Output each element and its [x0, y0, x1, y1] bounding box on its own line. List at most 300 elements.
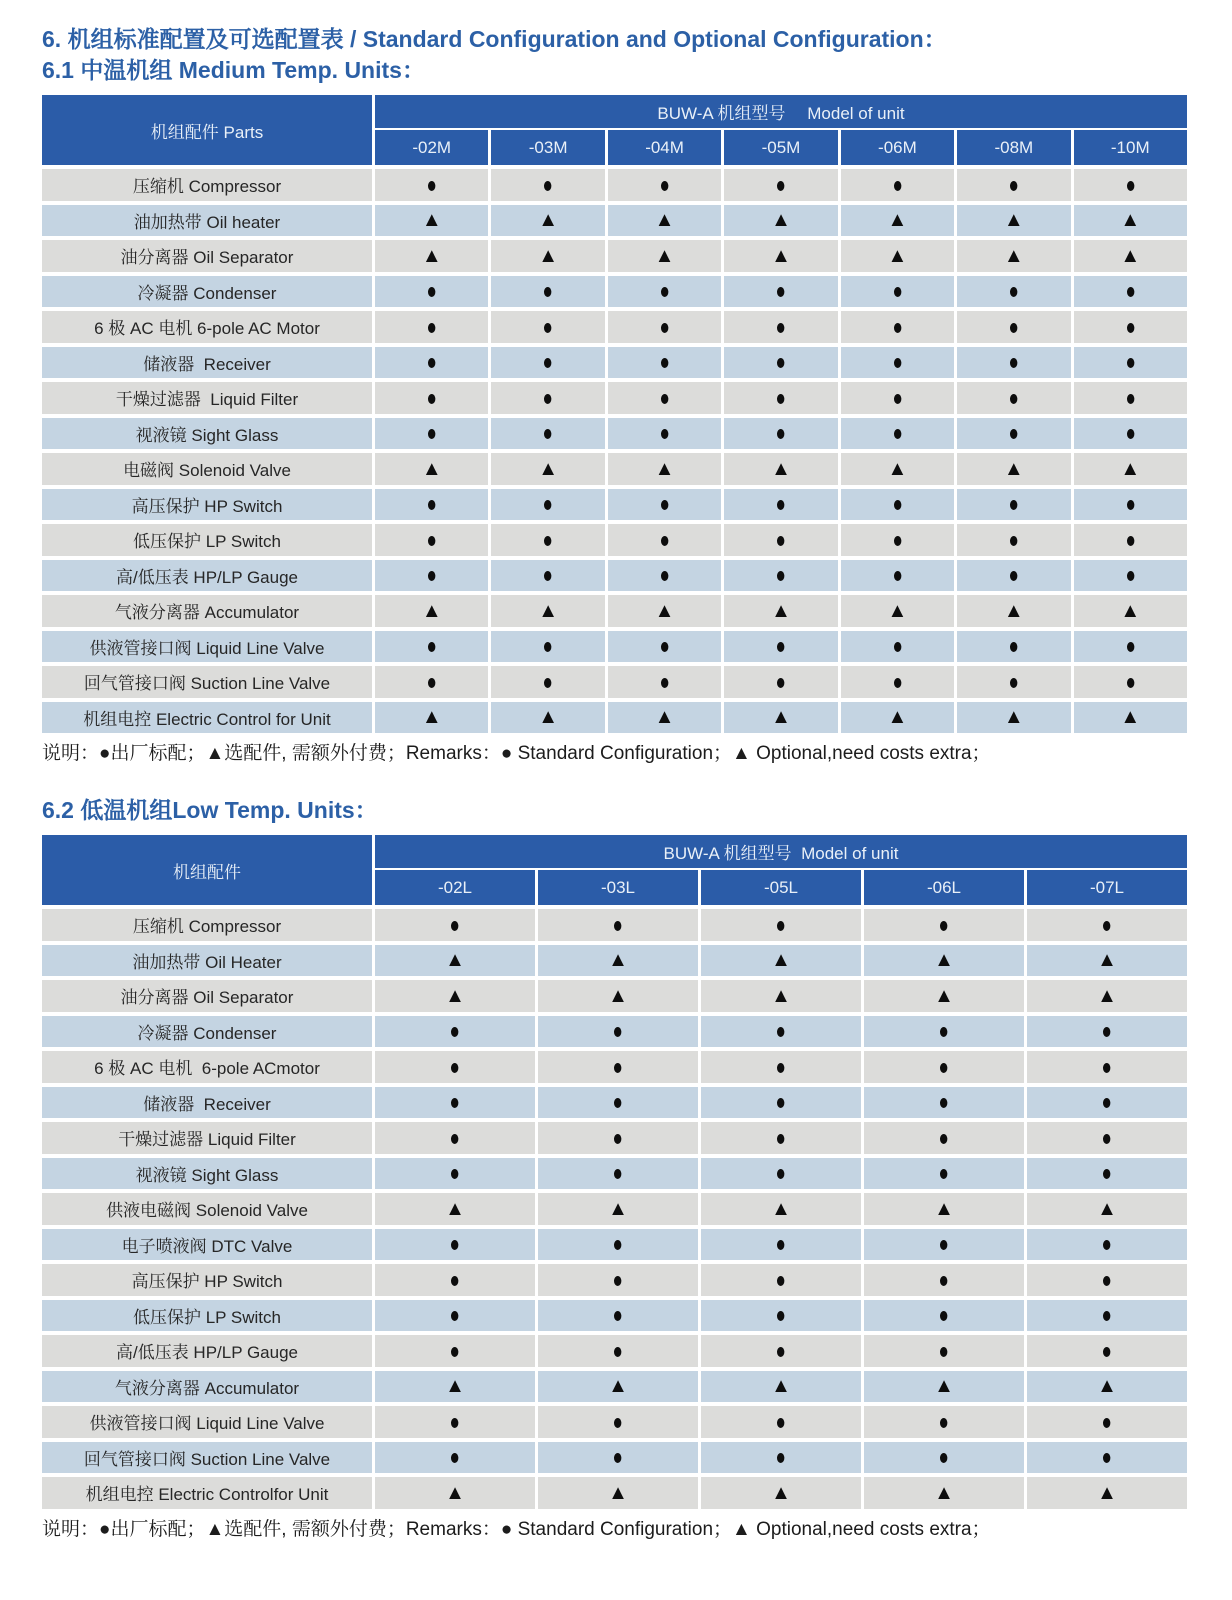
- optional-config-icon: ▲: [1120, 457, 1141, 480]
- medium-temp-config-table: [42, 95, 1187, 733]
- model-header-group: [372, 835, 1187, 905]
- model-columns: [375, 870, 1187, 905]
- config-cell: [1071, 240, 1187, 272]
- config-cell: [535, 909, 698, 941]
- table-row: [42, 453, 1187, 485]
- standard-config-icon: ●: [1125, 419, 1136, 446]
- standard-config-icon: ●: [612, 1124, 624, 1151]
- config-cell: [605, 382, 721, 414]
- standard-config-icon: ●: [938, 1088, 950, 1115]
- optional-config-icon: ▲: [1003, 209, 1024, 232]
- config-cell: [372, 1406, 535, 1438]
- part-label: 储液器 Receiver: [143, 1094, 271, 1114]
- config-cell: [372, 1051, 535, 1083]
- config-cell: [861, 1087, 1024, 1119]
- standard-config-icon: ●: [449, 1053, 461, 1080]
- model-column-header-03m: -03M: [488, 130, 604, 165]
- optional-config-icon: ▲: [771, 706, 791, 729]
- config-cell: [372, 1442, 535, 1474]
- model-columns: [375, 130, 1187, 165]
- table-row: [42, 276, 1187, 308]
- config-cell: [1024, 1264, 1187, 1296]
- config-cell: [721, 489, 837, 521]
- config-cell: [535, 1442, 698, 1474]
- optional-config-icon: ▲: [934, 949, 954, 972]
- config-cell: [838, 524, 954, 556]
- config-cell: [838, 489, 954, 521]
- config-cell: [1024, 1122, 1187, 1154]
- part-label: 视液镜 Sight Glass: [135, 425, 279, 445]
- optional-config-icon: ▲: [445, 1375, 465, 1398]
- config-cell: [372, 453, 488, 485]
- config-cell: [721, 418, 837, 450]
- table-row: [42, 702, 1187, 734]
- model-column-header-05l: -05L: [698, 870, 861, 905]
- config-cell: [721, 382, 837, 414]
- standard-config-icon: ●: [775, 171, 787, 198]
- standard-config-icon: ●: [659, 171, 670, 198]
- config-cell: [1071, 524, 1187, 556]
- config-cell: [698, 909, 861, 941]
- optional-config-icon: ▲: [887, 706, 908, 729]
- config-cell: [488, 666, 604, 698]
- optional-config-icon: ▲: [1003, 244, 1024, 267]
- config-cell: [861, 1122, 1024, 1154]
- optional-config-icon: ▲: [887, 457, 908, 480]
- config-cell: [954, 169, 1070, 201]
- optional-config-icon: ▲: [1003, 706, 1024, 729]
- part-label: 油加热带 Oil heater: [133, 212, 281, 232]
- standard-config-icon: ●: [938, 1053, 950, 1080]
- config-cell: [861, 1335, 1024, 1367]
- optional-config-icon: ▲: [771, 457, 791, 480]
- config-cell: [698, 1442, 861, 1474]
- standard-config-icon: ●: [542, 526, 554, 553]
- config-cell: [1024, 909, 1187, 941]
- config-cell: [861, 1264, 1024, 1296]
- part-label: 供液管接口阀 Liquid Line Valve: [89, 1414, 325, 1434]
- standard-config-icon: ●: [612, 1301, 624, 1328]
- config-cell: [535, 1300, 698, 1332]
- standard-config-icon: ●: [426, 313, 437, 340]
- optional-config-icon: ▲: [445, 984, 465, 1007]
- standard-config-icon: ●: [892, 526, 903, 553]
- page-title: [42, 24, 1187, 86]
- optional-config-icon: ▲: [445, 1197, 465, 1220]
- config-cell: [488, 240, 604, 272]
- table-row: [42, 1335, 1187, 1367]
- config-cell: [372, 169, 488, 201]
- config-cell: [605, 276, 721, 308]
- standard-config-icon: ●: [775, 911, 787, 938]
- config-cell: [488, 169, 604, 201]
- standard-config-icon: ●: [1101, 1443, 1113, 1470]
- standard-config-icon: ●: [542, 171, 554, 198]
- optional-config-icon: ▲: [887, 209, 908, 232]
- config-cell: [698, 1477, 861, 1509]
- config-cell: [698, 1335, 861, 1367]
- standard-config-icon: ●: [938, 1124, 950, 1151]
- optional-config-icon: ▲: [1120, 706, 1141, 729]
- model-column-header-02m: -02M: [375, 130, 488, 165]
- standard-config-icon: ●: [938, 1159, 950, 1186]
- config-cell: [1024, 1477, 1187, 1509]
- config-cell: [698, 1229, 861, 1261]
- optional-config-icon: ▲: [771, 209, 791, 232]
- optional-config-icon: ▲: [934, 984, 954, 1007]
- parts-column-header: 机组配件: [42, 835, 372, 905]
- standard-config-icon: ●: [449, 1443, 461, 1470]
- config-cell: [1024, 1442, 1187, 1474]
- table-row: [42, 666, 1187, 698]
- model-column-header-10m: -10M: [1071, 130, 1187, 165]
- table-row: [42, 909, 1187, 941]
- config-cell: [721, 560, 837, 592]
- config-cell: [1024, 1371, 1187, 1403]
- standard-config-icon: ●: [612, 1266, 624, 1293]
- standard-config-icon: ●: [1101, 1159, 1113, 1186]
- config-cell: [372, 1193, 535, 1225]
- config-cell: [605, 418, 721, 450]
- config-cell: [488, 311, 604, 343]
- config-cell: [698, 1087, 861, 1119]
- standard-config-icon: ●: [1101, 1230, 1113, 1257]
- config-cell: [1024, 1406, 1187, 1438]
- config-cell: [535, 945, 698, 977]
- standard-config-icon: ●: [938, 1301, 950, 1328]
- config-cell: [372, 1335, 535, 1367]
- config-cell: [488, 489, 604, 521]
- model-group-header: BUW-A 机组型号 Model of unit: [375, 95, 1187, 130]
- standard-config-icon: ●: [612, 1230, 624, 1257]
- part-label: 低压保护 LP Switch: [132, 532, 281, 552]
- standard-config-icon: ●: [1125, 348, 1136, 375]
- model-column-header-04m: -04M: [605, 130, 721, 165]
- config-cell: [861, 1406, 1024, 1438]
- config-cell: [1024, 1051, 1187, 1083]
- standard-config-icon: ●: [426, 632, 437, 659]
- optional-config-icon: ▲: [934, 1197, 954, 1220]
- config-cell: [954, 453, 1070, 485]
- model-column-header-08m: -08M: [954, 130, 1070, 165]
- table-row: [42, 1442, 1187, 1474]
- standard-config-icon: ●: [1101, 1337, 1113, 1364]
- standard-config-icon: ●: [426, 277, 437, 304]
- standard-config-icon: ●: [449, 1266, 461, 1293]
- config-cell: [721, 595, 837, 627]
- config-cell: [1071, 169, 1187, 201]
- config-cell: [535, 1087, 698, 1119]
- config-cell: [861, 1477, 1024, 1509]
- standard-config-icon: ●: [1101, 1266, 1113, 1293]
- standard-config-icon: ●: [1008, 561, 1020, 588]
- table-header: [42, 835, 1187, 905]
- config-cell: [372, 1371, 535, 1403]
- config-cell: [488, 595, 604, 627]
- standard-config-icon: ●: [612, 1408, 624, 1435]
- table-row: [42, 1087, 1187, 1119]
- standard-config-icon: ●: [449, 1159, 461, 1186]
- config-cell: [721, 276, 837, 308]
- config-cell: [954, 489, 1070, 521]
- config-cell: [372, 276, 488, 308]
- config-cell: [838, 702, 954, 734]
- standard-config-icon: ●: [775, 1301, 787, 1328]
- standard-config-icon: ●: [892, 171, 903, 198]
- standard-config-icon: ●: [449, 1088, 461, 1115]
- optional-config-icon: ▲: [421, 706, 442, 729]
- standard-config-icon: ●: [775, 277, 787, 304]
- config-cell: [535, 1193, 698, 1225]
- standard-config-icon: ●: [542, 668, 554, 695]
- optional-config-icon: ▲: [608, 984, 628, 1007]
- optional-config-icon: ▲: [654, 706, 675, 729]
- legend-table2: 说明：●出厂标配；▲选配件, 需额外付费；Remarks：● Standard Configuration；▲ Optional,need costs extra；: [42, 1518, 991, 1540]
- optional-config-icon: ▲: [887, 244, 908, 267]
- optional-config-icon: ▲: [771, 949, 791, 972]
- standard-config-icon: ●: [1008, 490, 1020, 517]
- standard-config-icon: ●: [775, 1443, 787, 1470]
- standard-config-icon: ●: [1008, 419, 1020, 446]
- optional-config-icon: ▲: [608, 1375, 628, 1398]
- optional-config-icon: ▲: [934, 1375, 954, 1398]
- standard-config-icon: ●: [1101, 1408, 1113, 1435]
- standard-config-icon: ●: [426, 490, 437, 517]
- standard-config-icon: ●: [775, 1266, 787, 1293]
- config-cell: [838, 382, 954, 414]
- part-label: 供液管接口阀 Liquid Line Valve: [89, 638, 325, 658]
- model-column-header-07l: -07L: [1024, 870, 1187, 905]
- standard-config-icon: ●: [1125, 632, 1136, 659]
- config-cell: [698, 1264, 861, 1296]
- config-cell: [838, 347, 954, 379]
- optional-config-icon: ▲: [1120, 599, 1141, 622]
- optional-config-icon: ▲: [1097, 1197, 1117, 1220]
- config-cell: [698, 945, 861, 977]
- standard-config-icon: ●: [542, 384, 554, 411]
- table-row: [42, 595, 1187, 627]
- table-row: [42, 205, 1187, 237]
- optional-config-icon: ▲: [1097, 949, 1117, 972]
- config-cell: [1071, 347, 1187, 379]
- part-label: 油分离器 Oil Separator: [120, 988, 294, 1008]
- standard-config-icon: ●: [775, 561, 787, 588]
- config-cell: [488, 418, 604, 450]
- config-cell: [838, 560, 954, 592]
- optional-config-icon: ▲: [538, 209, 559, 232]
- optional-config-icon: ▲: [538, 244, 559, 267]
- config-cell: [838, 240, 954, 272]
- config-cell: [698, 1016, 861, 1048]
- config-cell: [1024, 1229, 1187, 1261]
- optional-config-icon: ▲: [771, 1481, 791, 1504]
- config-cell: [721, 631, 837, 663]
- part-label: 干燥过滤器 Liquid Filter: [115, 390, 299, 410]
- model-column-header-03l: -03L: [535, 870, 698, 905]
- config-cell: [535, 1051, 698, 1083]
- optional-config-icon: ▲: [608, 1481, 628, 1504]
- optional-config-icon: ▲: [538, 599, 559, 622]
- table-header: [42, 95, 1187, 165]
- config-cell: [535, 1264, 698, 1296]
- table-row: [42, 382, 1187, 414]
- standard-config-icon: ●: [892, 490, 903, 517]
- part-label: 高/低压表 HP/LP Gauge: [115, 567, 299, 587]
- config-cell: [1071, 595, 1187, 627]
- table-row: [42, 631, 1187, 663]
- optional-config-icon: ▲: [771, 244, 791, 267]
- config-cell: [1071, 631, 1187, 663]
- part-label: 电子喷液阀 DTC Valve: [121, 1236, 293, 1256]
- standard-config-icon: ●: [1101, 1017, 1113, 1044]
- standard-config-icon: ●: [659, 277, 670, 304]
- section2-title: 6.2 低温机组Low Temp. Units：: [42, 797, 378, 823]
- config-cell: [698, 1193, 861, 1225]
- config-cell: [838, 595, 954, 627]
- standard-config-icon: ●: [1125, 490, 1136, 517]
- config-cell: [838, 169, 954, 201]
- config-cell: [954, 524, 1070, 556]
- config-cell: [1024, 1087, 1187, 1119]
- config-cell: [372, 1477, 535, 1509]
- config-cell: [605, 169, 721, 201]
- config-cell: [721, 205, 837, 237]
- config-cell: [721, 524, 837, 556]
- parts-column-header: 机组配件 Parts: [42, 95, 372, 165]
- config-cell: [954, 347, 1070, 379]
- standard-config-icon: ●: [659, 632, 670, 659]
- config-cell: [861, 1193, 1024, 1225]
- standard-config-icon: ●: [426, 384, 437, 411]
- config-cell: [698, 1051, 861, 1083]
- standard-config-icon: ●: [892, 632, 903, 659]
- standard-config-icon: ●: [775, 1230, 787, 1257]
- part-label: 低压保护 LP Switch: [132, 1307, 281, 1327]
- standard-config-icon: ●: [426, 526, 437, 553]
- config-cell: [721, 453, 837, 485]
- config-cell: [698, 1122, 861, 1154]
- optional-config-icon: ▲: [421, 599, 442, 622]
- config-cell: [605, 311, 721, 343]
- part-label: 高/低压表 HP/LP Gauge: [115, 1343, 299, 1363]
- optional-config-icon: ▲: [445, 949, 465, 972]
- config-cell: [535, 1335, 698, 1367]
- part-label: 供液电磁阀 Solenoid Valve: [106, 1201, 308, 1221]
- standard-config-icon: ●: [1008, 171, 1020, 198]
- config-cell: [698, 1406, 861, 1438]
- config-cell: [372, 418, 488, 450]
- config-cell: [488, 453, 604, 485]
- part-label: 压缩机 Compressor: [132, 917, 282, 937]
- standard-config-icon: ●: [775, 348, 787, 375]
- optional-config-icon: ▲: [1003, 599, 1024, 622]
- config-cell: [1071, 560, 1187, 592]
- config-cell: [372, 909, 535, 941]
- table-row: [42, 1300, 1187, 1332]
- config-cell: [535, 1016, 698, 1048]
- optional-config-icon: ▲: [1097, 1375, 1117, 1398]
- standard-config-icon: ●: [426, 561, 437, 588]
- standard-config-icon: ●: [775, 1408, 787, 1435]
- part-label: 6 极 AC 电机 6-pole ACmotor: [94, 1059, 320, 1079]
- config-cell: [861, 1371, 1024, 1403]
- model-column-header-06l: -06L: [861, 870, 1024, 905]
- part-label: 干燥过滤器 Liquid Filter: [118, 1130, 296, 1150]
- standard-config-icon: ●: [775, 526, 787, 553]
- config-cell: [605, 702, 721, 734]
- config-cell: [1024, 980, 1187, 1012]
- config-cell: [372, 1264, 535, 1296]
- config-cell: [954, 418, 1070, 450]
- standard-config-icon: ●: [775, 1159, 787, 1186]
- standard-config-icon: ●: [449, 911, 461, 938]
- standard-config-icon: ●: [1008, 668, 1020, 695]
- config-cell: [372, 1087, 535, 1119]
- model-column-header-02l: -02L: [375, 870, 535, 905]
- standard-config-icon: ●: [542, 313, 554, 340]
- standard-config-icon: ●: [449, 1337, 461, 1364]
- standard-config-icon: ●: [1101, 1301, 1113, 1328]
- config-cell: [838, 311, 954, 343]
- config-cell: [954, 702, 1070, 734]
- table-row: [42, 980, 1187, 1012]
- config-cell: [605, 631, 721, 663]
- config-cell: [488, 382, 604, 414]
- config-cell: [1071, 702, 1187, 734]
- table-row: [42, 1477, 1187, 1509]
- standard-config-icon: ●: [938, 1337, 950, 1364]
- config-cell: [535, 1229, 698, 1261]
- config-cell: [488, 276, 604, 308]
- optional-config-icon: ▲: [421, 244, 442, 267]
- config-cell: [954, 205, 1070, 237]
- part-label: 机组电控 Electric Controlfor Unit: [85, 1485, 329, 1505]
- standard-config-icon: ●: [426, 668, 437, 695]
- config-cell: [488, 560, 604, 592]
- config-cell: [605, 524, 721, 556]
- config-cell: [535, 1406, 698, 1438]
- optional-config-icon: ▲: [771, 1375, 791, 1398]
- standard-config-icon: ●: [938, 1230, 950, 1257]
- config-cell: [605, 347, 721, 379]
- config-cell: [838, 453, 954, 485]
- config-cell: [372, 1122, 535, 1154]
- table-row: [42, 240, 1187, 272]
- standard-config-icon: ●: [1125, 384, 1136, 411]
- config-cell: [838, 276, 954, 308]
- config-cell: [1071, 276, 1187, 308]
- standard-config-icon: ●: [449, 1124, 461, 1151]
- part-label: 压缩机 Compressor: [132, 177, 282, 197]
- standard-config-icon: ●: [612, 911, 624, 938]
- config-cell: [698, 1300, 861, 1332]
- config-cell: [1071, 382, 1187, 414]
- optional-config-icon: ▲: [421, 457, 442, 480]
- standard-config-icon: ●: [449, 1017, 461, 1044]
- config-cell: [372, 980, 535, 1012]
- config-cell: [372, 1158, 535, 1190]
- model-column-header-06m: -06M: [838, 130, 954, 165]
- config-cell: [954, 276, 1070, 308]
- model-group-header: BUW-A 机组型号 Model of unit: [375, 835, 1187, 870]
- config-cell: [698, 1158, 861, 1190]
- config-cell: [1024, 1193, 1187, 1225]
- standard-config-icon: ●: [1101, 1124, 1113, 1151]
- standard-config-icon: ●: [892, 419, 903, 446]
- standard-config-icon: ●: [542, 561, 554, 588]
- part-label: 气液分离器 Accumulator: [114, 1378, 300, 1398]
- table-row: [42, 1158, 1187, 1190]
